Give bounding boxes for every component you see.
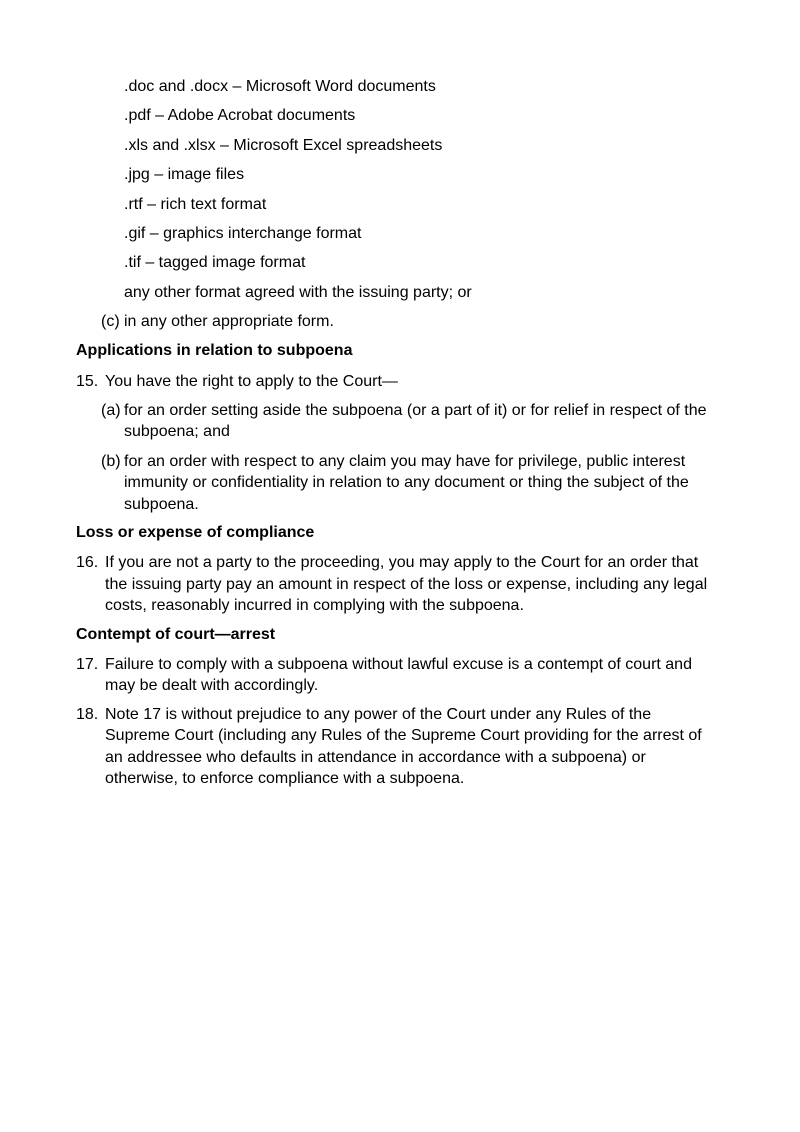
note-16-line: costs, reasonably incurred in complying with the subpoena.: [105, 597, 524, 614]
item-b-label: (b): [101, 453, 121, 470]
item-a-label: (a): [101, 402, 121, 419]
note-18-line: Note 17 is without prejudice to any power of the Court under any Rules of the: [105, 706, 652, 723]
item-a-line: subpoena; and: [124, 423, 230, 440]
note-15-text: You have the right to apply to the Court—: [105, 373, 398, 390]
note-18-number: 18.: [76, 706, 99, 723]
format-item: .doc and .docx – Microsoft Word documents: [124, 78, 436, 95]
format-item: .jpg – image files: [124, 166, 245, 183]
section-heading-applications: Applications in relation to subpoena: [76, 342, 353, 359]
item-b-line: immunity or confidentiality in relation to any document or thing the subject of the: [124, 474, 689, 491]
item-a-line: for an order setting aside the subpoena (or a part of it) or for relief in respect of the: [124, 402, 707, 419]
note-18-line: otherwise, to enforce compliance with a subpoena.: [105, 770, 465, 787]
note-17-line: Failure to comply with a subpoena without lawful excuse is a contempt of court and: [105, 656, 692, 673]
note-18-line: Supreme Court (including any Rules of the Supreme Court providing for the arrest of: [105, 727, 702, 744]
note-18-line: an addressee who defaults in attendance in accordance with a subpoena) or: [105, 749, 646, 766]
format-item: .rtf – rich text format: [124, 196, 267, 213]
note-16-number: 16.: [76, 554, 99, 571]
note-15-number: 15.: [76, 373, 99, 390]
section-heading-loss: Loss or expense of compliance: [76, 524, 315, 541]
item-c-text: in any other appropriate form.: [124, 313, 334, 330]
item-b-line: for an order with respect to any claim you may have for privilege, public interest: [124, 453, 686, 470]
format-item: .pdf – Adobe Acrobat documents: [124, 107, 356, 124]
format-item: .gif – graphics interchange format: [124, 225, 362, 242]
other-format-text: any other format agreed with the issuing party; or: [124, 284, 472, 301]
note-17-number: 17.: [76, 656, 99, 673]
note-16-line: If you are not a party to the proceeding, you may apply to the Court for an order that: [105, 554, 699, 571]
item-b-line: subpoena.: [124, 496, 199, 513]
note-17-line: may be dealt with accordingly.: [105, 677, 319, 694]
note-16-line: the issuing party pay an amount in respect of the loss or expense, including any legal: [105, 576, 708, 593]
section-heading-contempt: Contempt of court—arrest: [76, 626, 276, 643]
format-item: .tif – tagged image format: [124, 254, 306, 271]
format-item: .xls and .xlsx – Microsoft Excel spreadsheets: [124, 137, 443, 154]
item-c-label: (c): [101, 313, 120, 330]
